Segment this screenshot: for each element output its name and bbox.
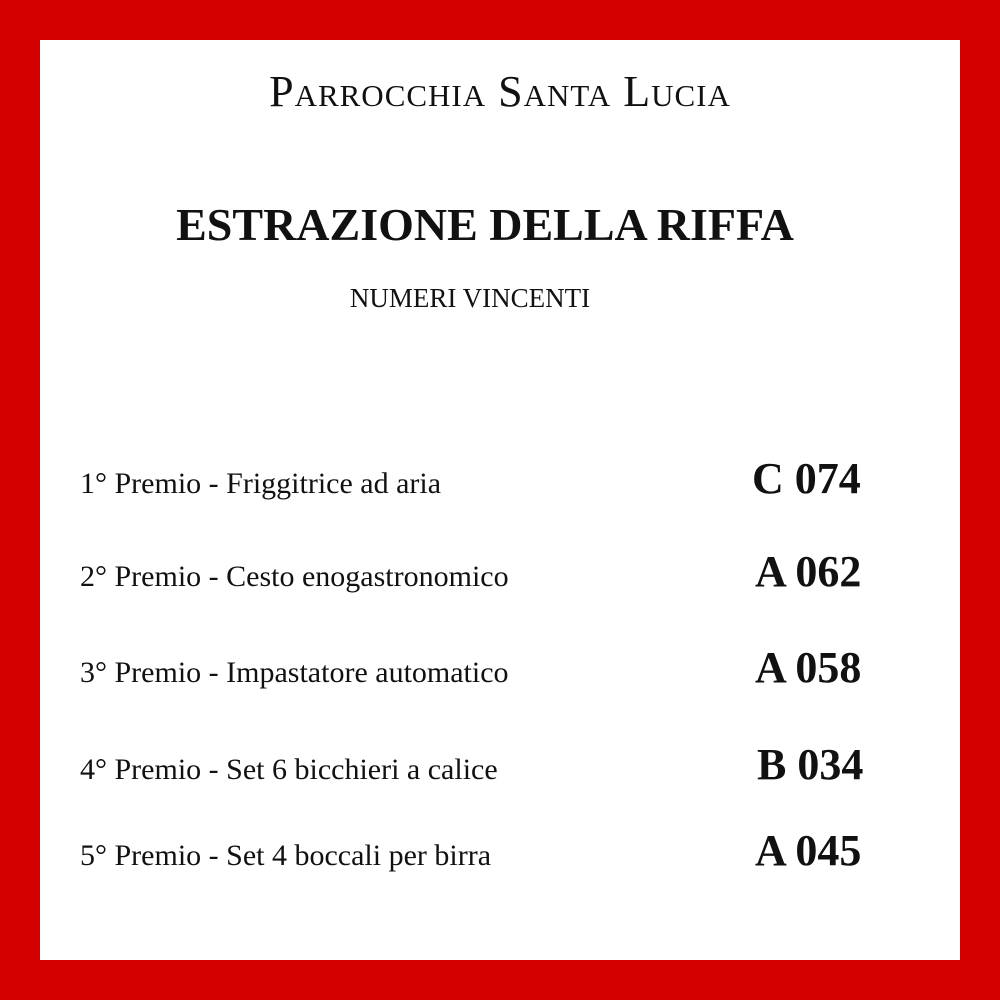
prize-label: 1° Premio - Friggitrice ad aria bbox=[80, 467, 442, 500]
winning-number: C 074 bbox=[752, 454, 861, 503]
parish-name: Parrocchia Santa Lucia bbox=[269, 67, 731, 116]
poster-sheet bbox=[40, 40, 960, 960]
prize-row-4 bbox=[80, 741, 920, 801]
prize-row-5 bbox=[80, 827, 920, 887]
winning-number: A 045 bbox=[755, 826, 862, 875]
winning-number: A 058 bbox=[755, 643, 862, 692]
prize-row-3 bbox=[80, 644, 920, 704]
prize-list bbox=[40, 40, 960, 960]
prize-label: 2° Premio - Cesto enogastronomico bbox=[80, 560, 509, 593]
winning-number: B 034 bbox=[757, 740, 864, 789]
winning-number: A 062 bbox=[755, 547, 862, 596]
prize-label: 5° Premio - Set 4 boccali per birra bbox=[80, 839, 492, 872]
page-subtitle: NUMERI VINCENTI bbox=[349, 283, 591, 313]
prize-label: 3° Premio - Impastatore automatico bbox=[80, 656, 509, 689]
prize-label: 4° Premio - Set 6 bicchieri a calice bbox=[80, 753, 498, 786]
page-title: ESTRAZIONE DELLA RIFFA bbox=[176, 199, 794, 250]
prize-row-2 bbox=[80, 548, 920, 608]
prize-row-1 bbox=[80, 455, 920, 515]
